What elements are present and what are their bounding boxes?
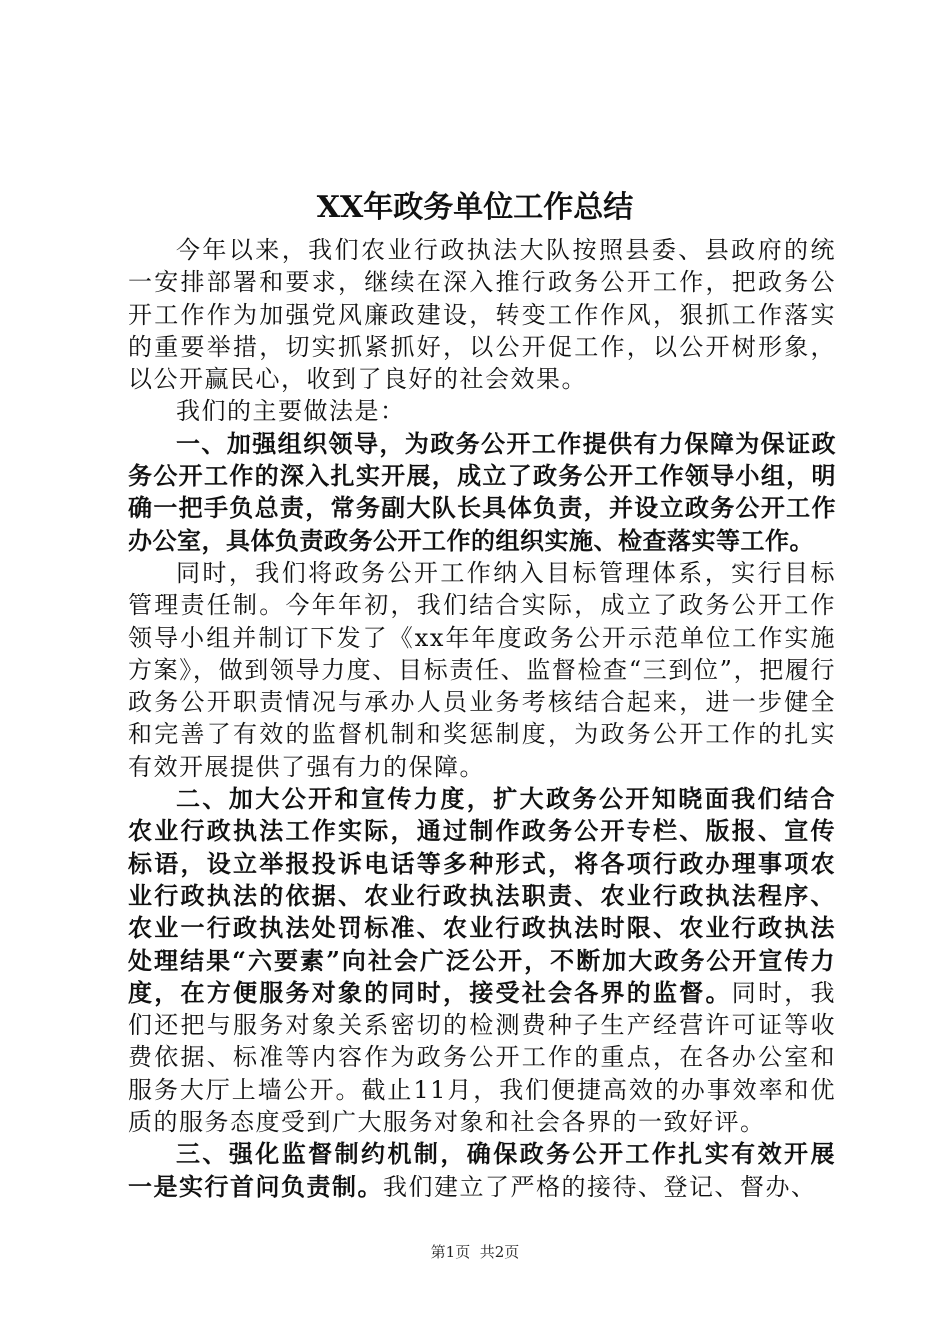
page-total: 共2页 xyxy=(479,1243,520,1261)
paragraph-methods-lead: 我们的主要做法是： xyxy=(176,397,406,426)
page-footer xyxy=(0,1242,950,1262)
paragraph-section-two-text: 同时，我们还把与服务对象关系密切的检测费种子生产经营许可证等收费依据、标准等内容作为政务公开工作的重点，在各办公室和服务大厅上墙公开。截止11月，我们便捷高效的办事效率和优质的服务态度受到广大服务对象和社会各界的一致好评。 xyxy=(128,978,836,1137)
paragraph-section-three-bold: 三、强化监督制约机制，确保政务公开工作扎实有效开展一是实行首问负责制。 xyxy=(128,1139,836,1201)
document-body xyxy=(128,234,836,1203)
paragraph-section-two xyxy=(128,783,836,1138)
paragraph-section-one: 一、加强组织领导，为政务公开工作提供有力保障为保证政务公开工作的深入扎实开展，成立了政务公开工作领导小组，明确一把手负总责，常务副大队长具体负责，并设立政务公开工作办公室，具体负责政务公开工作的组织实施、检查落实等工作。 xyxy=(128,428,836,555)
page-number: 第1页 xyxy=(430,1243,471,1261)
document-title: XX年政务单位工作总结 xyxy=(316,190,634,225)
paragraph-section-two-bold: 二、加大公开和宣传力度，扩大政务公开知晓面我们结合农业行政执法工作实际，通过制作政务公开专栏、版报、宣传标语，设立举报投诉电话等多种形式，将各项行政办理事项农业行政执法的依据、农业行政执法职责、农业行政执法程序、农业一行政执法处罚标准、农业行政执法时限、农业行政执法处理结果“六要素”向社会广泛公开，不断加大政务公开宣传力度，在方便服务对象的同时，接受社会各界的监督。 xyxy=(128,784,836,1007)
paragraph-intro: 今年以来，我们农业行政执法大队按照县委、县政府的统一安排部署和要求，继续在深入推行政务公开工作，把政务公开工作作为加强党风廉政建设，转变工作作风，狠抓工作落实的重要举措，切实抓紧抓好，以公开促工作，以公开树形象，以公开赢民心，收到了良好的社会效果。 xyxy=(128,236,836,394)
paragraph-section-three xyxy=(128,1138,836,1203)
paragraph-section-three-text: 我们建立了严格的接待、登记、督办、 xyxy=(383,1172,817,1201)
paragraph-section-one-detail: 同时，我们将政务公开工作纳入目标管理体系，实行目标管理责任制。今年年初，我们结合实际，成立了政务公开工作领导小组并制订下发了《xx年年度政务公开示范单位工作实施方案》，做到领导力度、目标责任、监督检查“三到位”，把履行政务公开职责情况与承办人员业务考核结合起来，进一步健全和完善了有效的监督机制和奖惩制度，为政务公开工作的扎实有效开展提供了强有力的保障。 xyxy=(128,558,836,781)
